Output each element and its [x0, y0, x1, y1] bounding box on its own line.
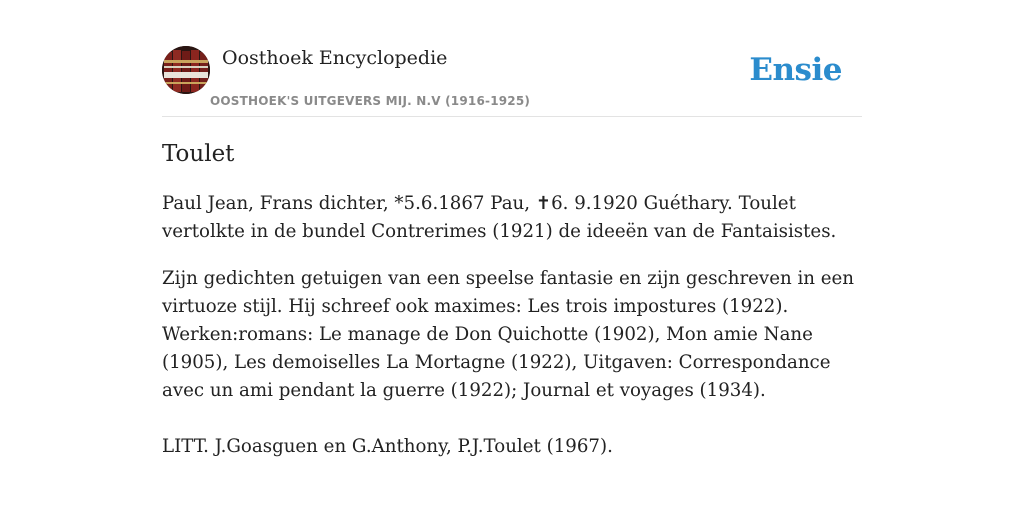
source-header — [162, 46, 862, 117]
book-spines-icon[interactable] — [162, 46, 210, 94]
article — [162, 138, 862, 461]
article-paragraph: Paul Jean, Frans dichter, *5.6.1867 Pau, ✝6. 9.1920 Guéthary. Toulet vertolkte in de bundel Contrerimes (1921) de ideeën van de Fantaisistes. — [162, 193, 837, 242]
source-title[interactable]: Oosthoek Encyclopedie — [222, 47, 448, 69]
article-paragraph: Zijn gedichten getuigen van een speelse fantasie en zijn geschreven in een virtuoze stijl. Hij schreef ook maximes: Les trois impostures (1922). Werken:romans: Le manage de Don Quichotte (1902), Mon amie Nane (1905), Les demoiselles La Mortagne (1922), Uitgaven: Correspondance avec un ami pendant la guerre (1922); Journal et voyages (1934). — [162, 268, 855, 401]
source-subtitle: OOSTHOEK'S UITGEVERS MIJ. N.V (1916-1925) — [210, 94, 531, 108]
article-title: Toulet — [162, 141, 235, 167]
brand-logo-link[interactable]: Ensie — [749, 52, 842, 88]
article-literature: LITT. J.Goasguen en G.Anthony, P.J.Toulet (1967). — [162, 436, 613, 457]
